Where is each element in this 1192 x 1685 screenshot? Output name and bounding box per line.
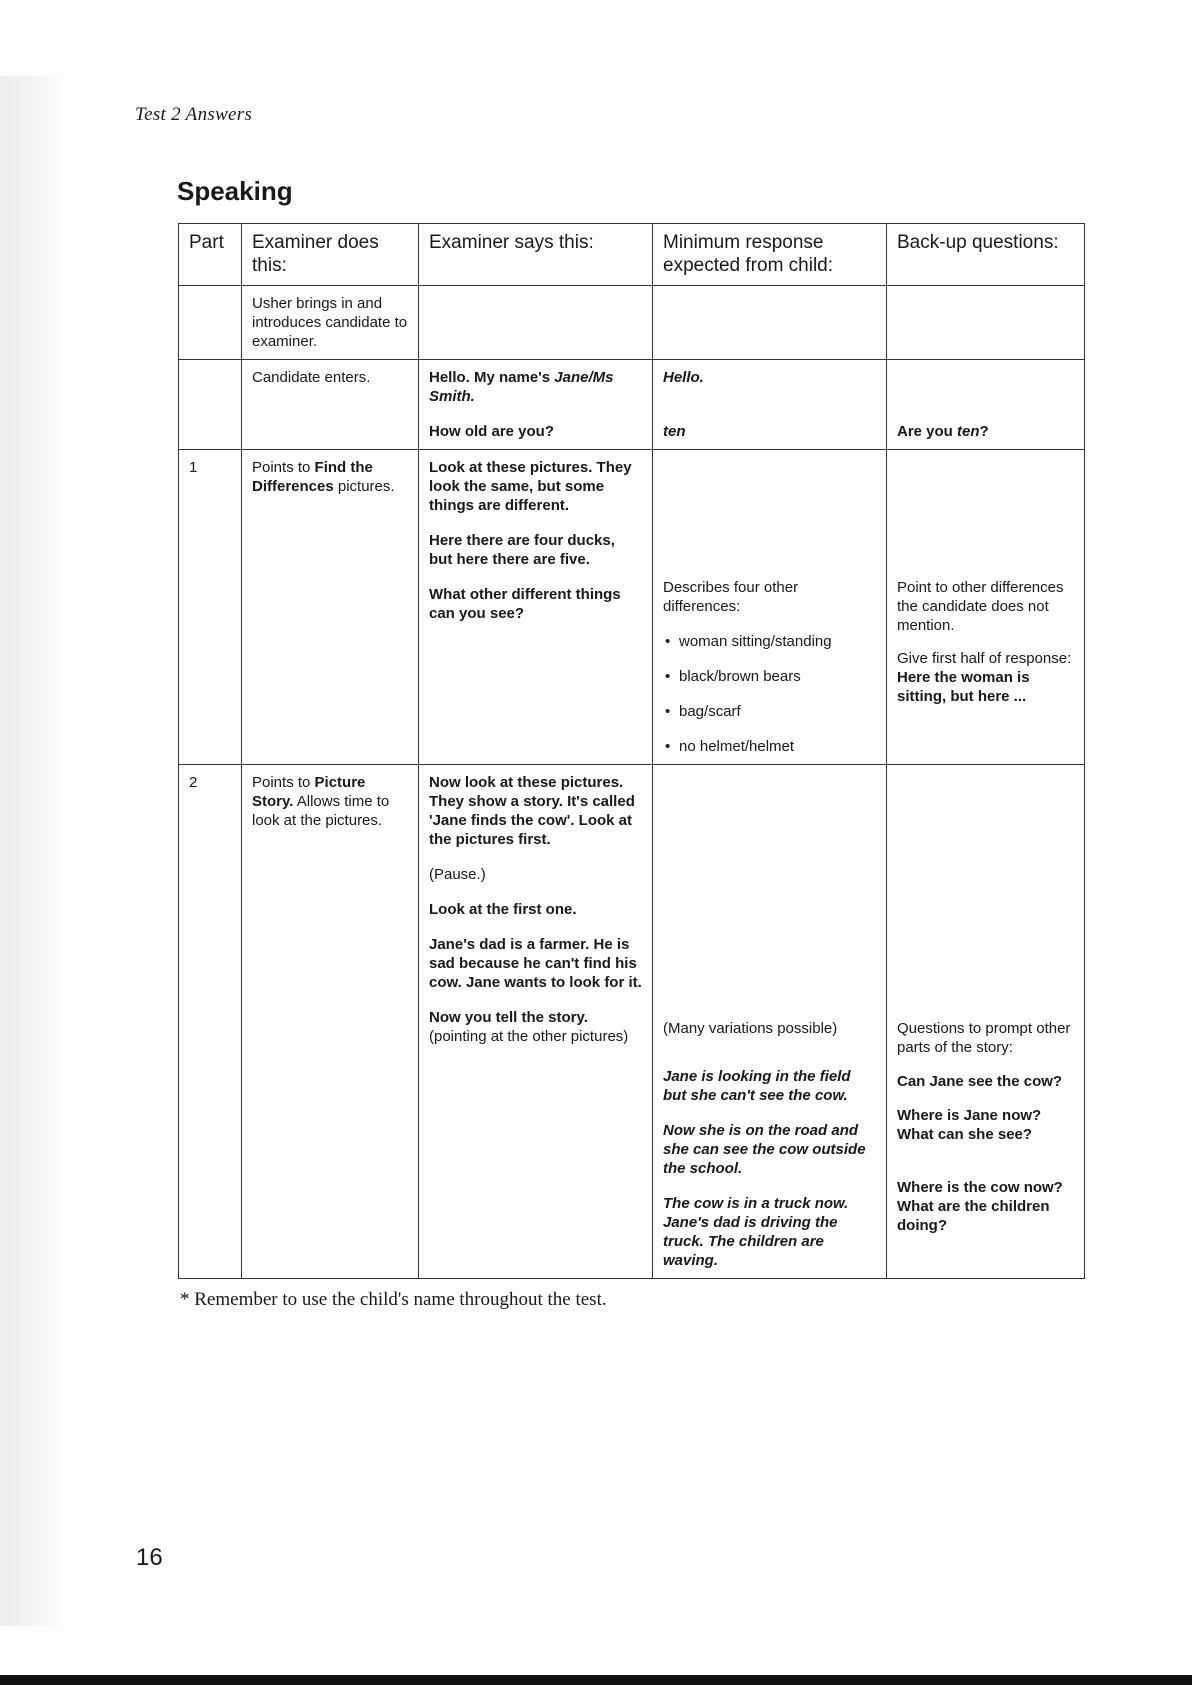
scan-bottom-bar (0, 1675, 1192, 1685)
response-intro: Describes four other differences: (663, 579, 799, 615)
backup-age-italic: ten (957, 423, 980, 440)
cell-enter-says (419, 360, 653, 450)
says-hello-name: Jane/Ms Smith. (429, 369, 614, 405)
header-examiner-says: Examiner says this: (419, 224, 653, 286)
section-title: Speaking (177, 176, 293, 206)
list-item: • bag/scarf (663, 702, 876, 721)
cell-enter-backup (887, 360, 1085, 450)
header-backup-questions: Back-up questions: (887, 224, 1085, 286)
cell-part-number: 1 (179, 450, 242, 765)
cell-part2-action: Points to Picture Story. Allows time to look at the pictures. (242, 765, 419, 1279)
backup-line: Point to other differences the candidate does not mention. (897, 579, 1064, 634)
says-line: Now look at these pictures. They show a story. It's called 'Jane finds the cow'. Look at the pictures first. (429, 774, 635, 848)
cell-part-number: 2 (179, 765, 242, 1279)
cell-part1-says (419, 450, 653, 765)
speaking-answer-table (178, 223, 1085, 1279)
response-line: The cow is in a truck now. Jane's dad is driving the truck. The children are waving. (663, 1195, 849, 1269)
list-item: • black/brown bears (663, 667, 876, 686)
list-item: • woman sitting/standing (663, 632, 876, 651)
difference-list (663, 632, 876, 756)
list-item: • no helmet/helmet (663, 737, 876, 756)
says-note: (pointing at the other pictures) (429, 1028, 629, 1045)
backup-line: Where is Jane now? What can she see? (897, 1107, 1042, 1143)
says-line: Look at these pictures. They look the same, but some things are different. (429, 459, 632, 514)
backup-line: Can Jane see the cow? (897, 1073, 1063, 1090)
response-line: Jane is looking in the field but she can't see the cow. (663, 1068, 851, 1104)
says-hello: Hello. My name's (429, 369, 555, 386)
cell-usher-action: Usher brings in and introduces candidate to examiner. (242, 286, 419, 360)
says-line: Now you tell the story. (429, 1009, 588, 1026)
response-line: (Many variations possible) (663, 1020, 838, 1037)
cell-enter-response (653, 360, 887, 450)
backup-line: Give first half of response: (897, 650, 1072, 667)
says-age: How old are you? (429, 423, 555, 440)
response-age: ten (663, 423, 686, 440)
table-header-row (179, 224, 1085, 286)
table-row-candidate-enters (179, 360, 1085, 450)
response-hello: Hello. (663, 369, 704, 386)
cell-part-empty (179, 286, 242, 360)
backup-line: Here the woman is sitting, but here ... (897, 669, 1030, 705)
backup-line: Questions to prompt other parts of the story: (897, 1020, 1071, 1056)
header-examiner-does: Examiner does this: (242, 224, 419, 286)
cell-part1-response (653, 450, 887, 765)
page-number: 16 (136, 1544, 163, 1571)
backup-line: Where is the cow now? What are the children doing? (897, 1179, 1063, 1234)
table-row-part-1 (179, 450, 1085, 765)
header-minimum-response: Minimum response expected from child: (653, 224, 887, 286)
says-line: What other different things can you see? (429, 586, 621, 622)
says-line: Look at the first one. (429, 901, 577, 918)
says-line: Here there are four ducks, but here there are five. (429, 532, 615, 568)
scan-edge-shadow (0, 76, 60, 1626)
cell-part2-response (653, 765, 887, 1279)
table-row-part-2 (179, 765, 1085, 1279)
backup-age-suffix: ? (979, 423, 989, 440)
cell-part1-action: Points to Find the Differences pictures. (242, 450, 419, 765)
table-row-usher (179, 286, 1085, 360)
footnote: * Remember to use the child's name throughout the test. (180, 1289, 607, 1310)
cell-part2-backup (887, 765, 1085, 1279)
says-line: Jane's dad is a farmer. He is sad because he can't find his cow. Jane wants to look for it. (429, 936, 642, 991)
header-part: Part (179, 224, 242, 286)
cell-enter-action: Candidate enters. (242, 360, 419, 450)
cell-part2-says (419, 765, 653, 1279)
cell-part1-backup (887, 450, 1085, 765)
backup-age-prefix: Are you (897, 423, 958, 440)
response-line: Now she is on the road and she can see the cow outside the school. (663, 1122, 866, 1177)
running-head: Test 2 Answers (135, 104, 253, 125)
says-line: (Pause.) (429, 866, 486, 883)
